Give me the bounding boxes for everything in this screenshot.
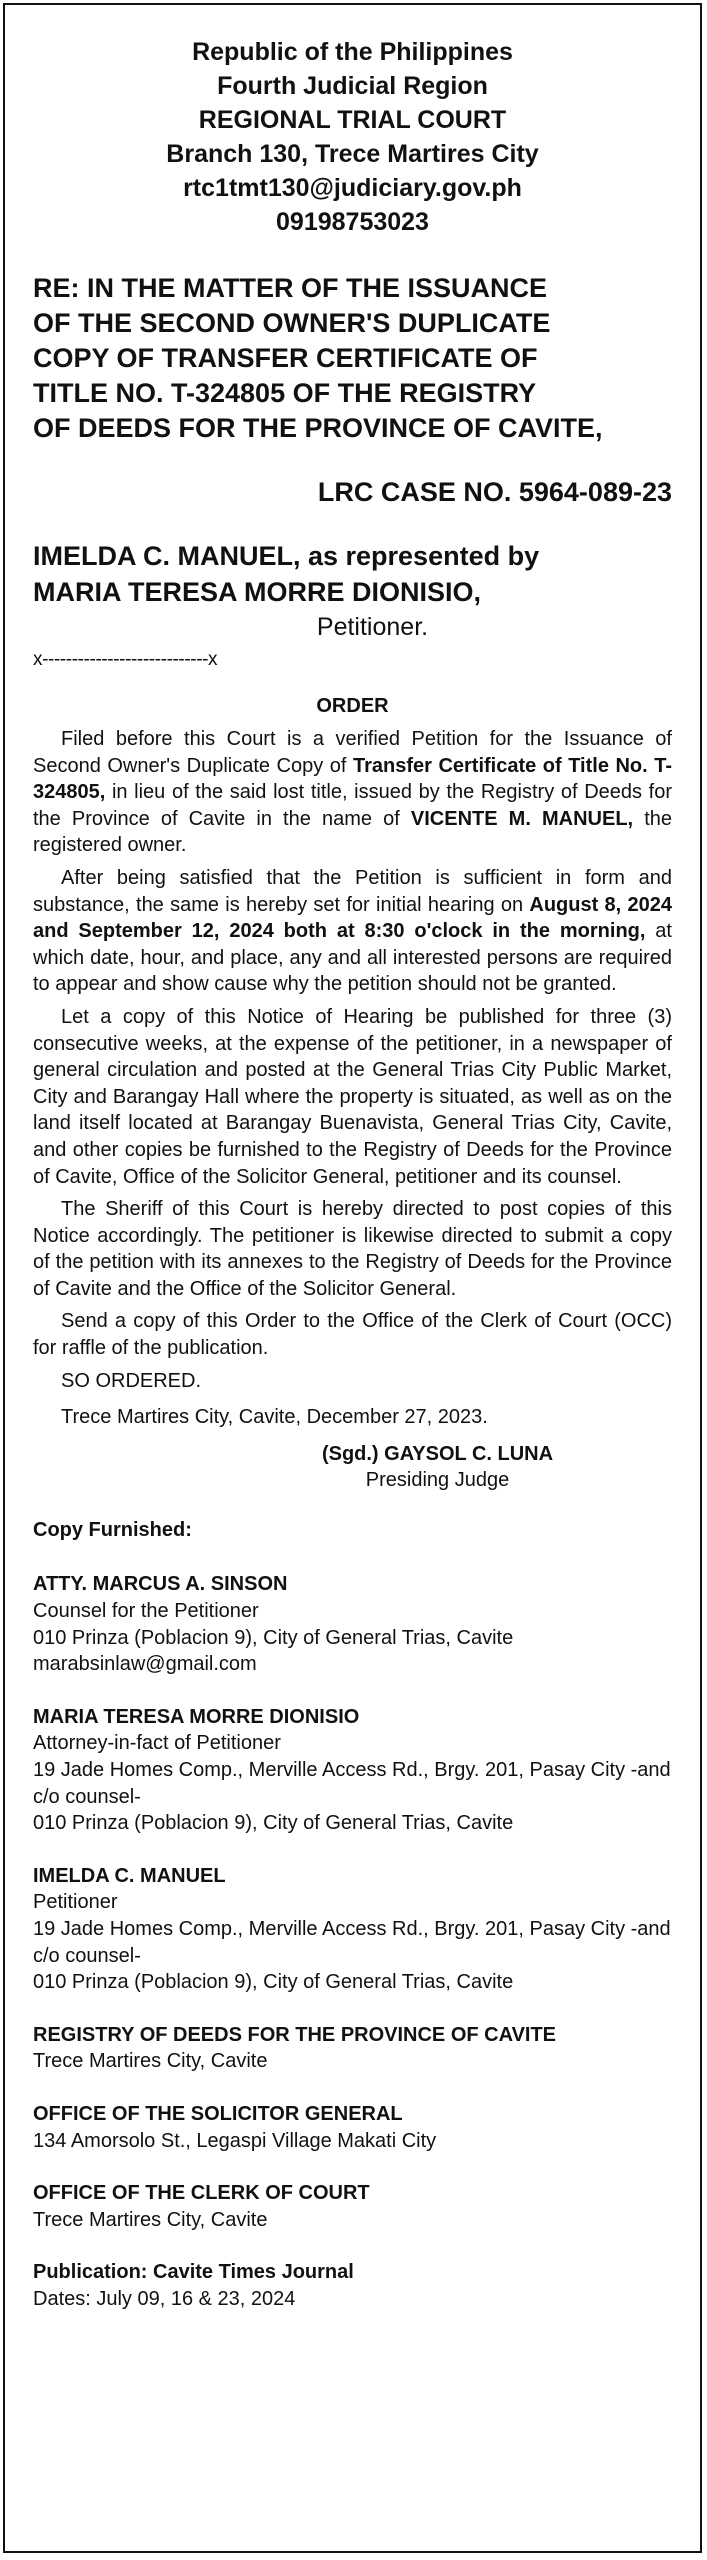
recipient (33, 1863, 672, 1996)
recipient-name: ATTY. MARCUS A. SINSON (33, 1573, 288, 1596)
recipient (33, 2180, 672, 2233)
petitioner-role: Petitioner. (316, 613, 429, 641)
header-court: REGIONAL TRIAL COURT (198, 106, 507, 134)
judge-name: (Sgd.) GAYSOL C. LUNA (321, 1442, 554, 1465)
case-number: LRC CASE NO. 5964-089-23 (317, 477, 672, 507)
publication-label: Publication: Cavite Times Journal (33, 2261, 354, 2284)
recipient (33, 2101, 672, 2154)
recipient-line: Trece Martires City, Cavite (33, 2050, 268, 2073)
recipient-line: Petitioner (33, 1891, 118, 1914)
legal-notice (3, 3, 702, 2553)
petitioner-line: IMELDA C. MANUEL, as represented by (33, 541, 540, 571)
recipient (33, 2022, 672, 2075)
recipient-line: marabsinlaw@gmail.com (33, 1653, 257, 1676)
copy-furnished-title: Copy Furnished: (33, 1518, 192, 1541)
recipient-line: Trece Martires City, Cavite (33, 2208, 268, 2231)
court-header (5, 35, 700, 239)
header-republic: Republic of the Philippines (192, 38, 513, 66)
case-caption (33, 271, 700, 446)
recipient-line: 19 Jade Homes Comp., Merville Access Rd., Brgy. 201, Pasay City -and c/o counsel- (33, 1759, 671, 1808)
order-body (33, 726, 672, 1431)
recipient-name: IMELDA C. MANUEL (33, 1864, 226, 1887)
order-paragraph: Filed before this Court is a verified Petition for the Issuance of Second Owner's Duplicate Copy of Transfer Certificate of Title No. T-324805, in lieu of the said lost title, issued by the Registry of Deeds for the Province of Cavite in the name of VICENTE M. MANUEL, the registered owner. (33, 728, 673, 857)
signature-block (175, 1441, 700, 1493)
order-paragraph: Let a copy of this Notice of Hearing be published for three (3) consecutive weeks, at the expense of the petitioner, in a newspaper of general circulation and posted at the General Trias City Public Market, City and Barangay Hall where the property is situated, as well as on the land itself located at Barangay Buenavista, General Trias City, Cavite, and other copies be furnished to the Registry of Deeds for the Province of Cavite, Office of the Solicitor General, petitioner and its counsel. (33, 1005, 672, 1188)
caption-line: OF DEEDS FOR THE PROVINCE OF CAVITE, (33, 413, 603, 443)
place-date: Trece Martires City, Cavite, December 27, 2023. (61, 1406, 488, 1429)
caption-line: TITLE NO. T-324805 OF THE REGISTRY (33, 378, 537, 408)
header-phone: 09198753023 (276, 208, 429, 236)
separator: x----------------------------x (33, 649, 218, 670)
publication-block (33, 2259, 672, 2313)
order-title: ORDER (316, 695, 389, 717)
caption-line: RE: IN THE MATTER OF THE ISSUANCE (33, 273, 548, 303)
caption-line: COPY OF TRANSFER CERTIFICATE OF (33, 343, 538, 373)
recipient-line: 010 Prinza (Poblacion 9), City of General Trias, Cavite (33, 1812, 514, 1835)
so-ordered: SO ORDERED. (61, 1369, 202, 1392)
recipient-name: OFFICE OF THE SOLICITOR GENERAL (33, 2102, 403, 2125)
copy-furnished (33, 1517, 672, 2233)
header-email: rtc1tmt130@judiciary.gov.ph (183, 174, 522, 202)
order-paragraph: The Sheriff of this Court is hereby directed to post copies of this Notice accordingly. The petitioner is likewise directed to submit a copy of the petition with its annexes to the Registry of Deeds for the Province of Cavite and the Office of the Solicitor General. (33, 1198, 672, 1300)
publication-dates: Dates: July 09, 16 & 23, 2024 (33, 2288, 296, 2311)
recipient-line: Attorney-in-fact of Petitioner (33, 1732, 281, 1755)
petitioner-block (33, 538, 700, 610)
order-paragraph: Send a copy of this Order to the Office of the Clerk of Court (OCC) for raffle of the publication. (33, 1310, 672, 1360)
order-paragraph: After being satisfied that the Petition is sufficient in form and substance, the same is hereby set for initial hearing on August 8, 2024 and September 12, 2024 both at 8:30 o'clock in the morning, at which date, hour, and place, any and all interested persons are required to appear and show cause why the petition should not be granted. (33, 866, 672, 996)
recipient-line: 010 Prinza (Poblacion 9), City of General Trias, Cavite (33, 1971, 514, 1994)
recipient (33, 1571, 672, 1677)
recipient-name: MARIA TERESA MORRE DIONISIO (33, 1705, 360, 1728)
recipient-line: 134 Amorsolo St., Legaspi Village Makati City (33, 2129, 437, 2152)
recipient-name: OFFICE OF THE CLERK OF COURT (33, 2182, 370, 2205)
caption-line: OF THE SECOND OWNER'S DUPLICATE (33, 308, 551, 338)
recipient-line: Counsel for the Petitioner (33, 1600, 259, 1623)
recipient-line: 010 Prinza (Poblacion 9), City of General Trias, Cavite (33, 1626, 514, 1649)
header-region: Fourth Judicial Region (217, 72, 488, 100)
petitioner-line: MARIA TERESA MORRE DIONISIO, (33, 577, 482, 607)
judge-title: Presiding Judge (365, 1468, 510, 1491)
header-branch: Branch 130, Trece Martires City (166, 140, 539, 168)
recipient (33, 1704, 672, 1837)
recipient-name: REGISTRY OF DEEDS FOR THE PROVINCE OF CAVITE (33, 2023, 557, 2046)
recipient-line: 19 Jade Homes Comp., Merville Access Rd., Brgy. 201, Pasay City -and c/o counsel- (33, 1917, 671, 1967)
